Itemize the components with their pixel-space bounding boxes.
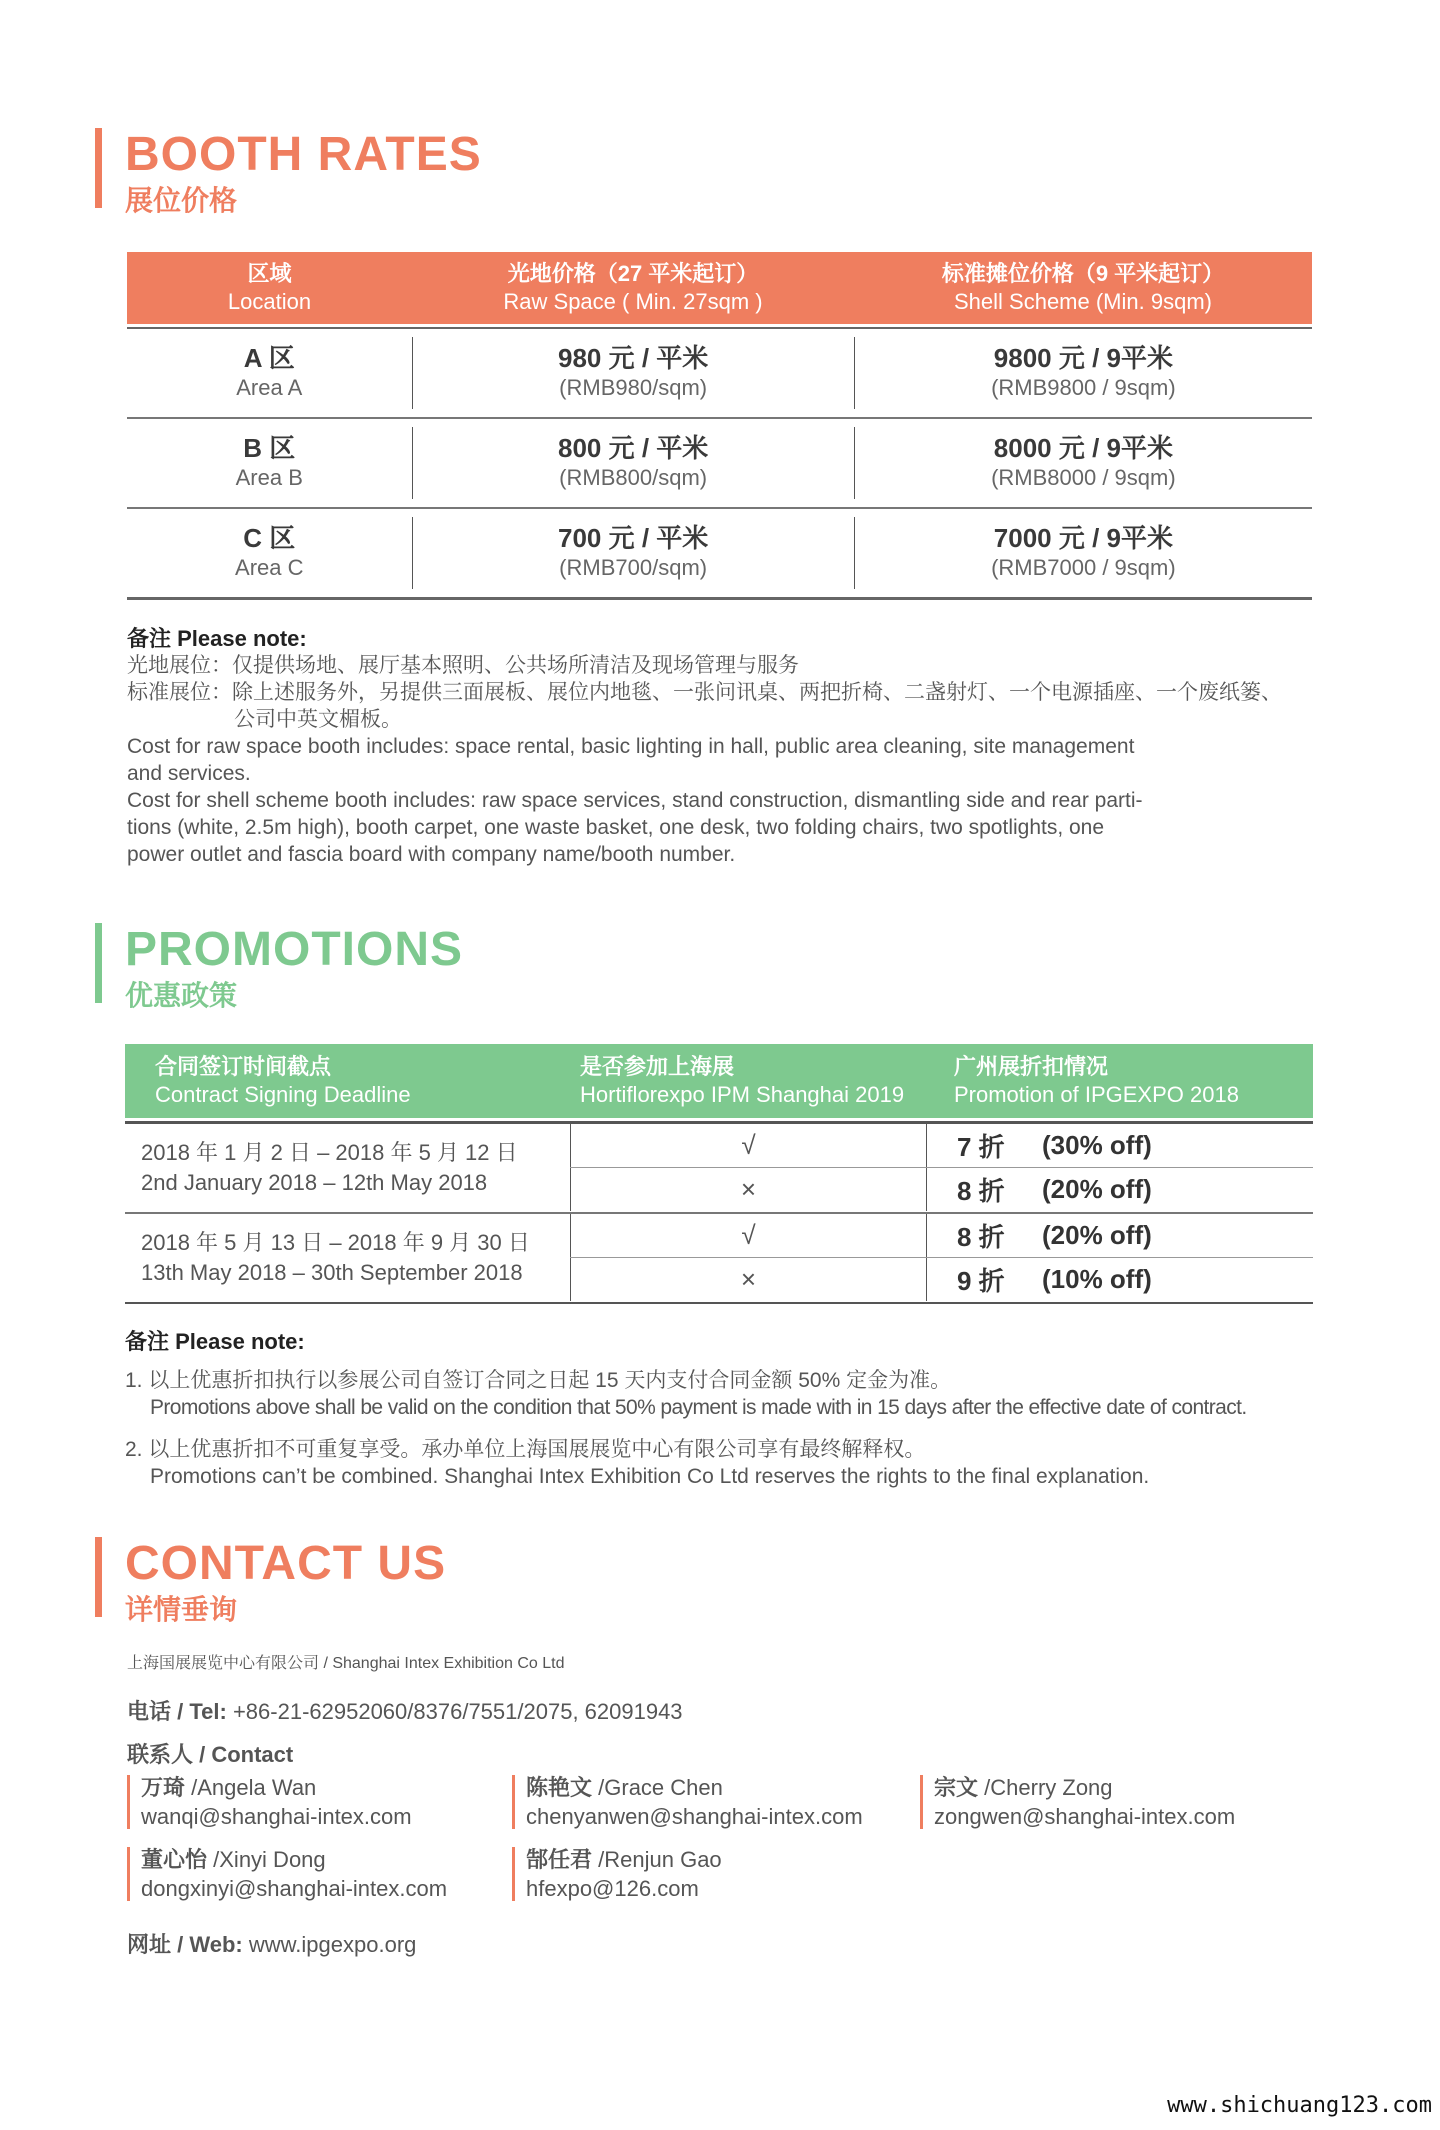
table-row: A 区 Area A 980 元 / 平米 (RMB980/sqm) 9800 元 / 9平米 (RMB9800 / 9sqm) — [127, 329, 1312, 419]
date-en: 2nd January 2018 – 12th May 2018 — [141, 1170, 488, 1195]
table-row: 2018 年 5 月 13 日 – 2018 年 9 月 30 日 13th May 2018 – 30th September 2018 √ 8 折 (20% off) × 9 折 (10% off) — [125, 1214, 1313, 1304]
promotions-section-heading — [95, 923, 463, 1013]
company-name: 上海国展展览中心有限公司 / Shanghai Intex Exhibition Co Ltd — [127, 1655, 565, 1672]
note-line: 公司中英文楣板。 — [234, 708, 402, 731]
cross-icon: × — [570, 1258, 926, 1301]
booth-section-heading — [95, 128, 482, 218]
header-shell-scheme: 标准摊位价格（9 平米起订） Shell Scheme (Min. 9sqm) — [941, 261, 1225, 314]
date-cn: 2018 年 1 月 2 日 – 2018 年 5 月 12 日 — [141, 1140, 518, 1165]
contact-label: 联系人 / Contact — [127, 1742, 294, 1767]
table-row: B 区 Area B 800 元 / 平米 (RMB800/sqm) 8000 元 / 9平米 (RMB8000 / 9sqm) — [127, 419, 1312, 509]
accent-bar — [127, 1847, 130, 1901]
note-line: 光地展位：仅提供场地、展厅基本照明、公共场所清洁及现场管理与服务 — [127, 654, 799, 677]
email-link[interactable]: zongwen@shanghai-intex.com — [934, 1804, 1236, 1829]
contact-person: 宗文 /Cherry Zong zongwen@shanghai-intex.com — [920, 1773, 1235, 1831]
note-line: Cost for shell scheme booth includes: raw space services, stand construction, dismantling side and rear parti- — [127, 789, 1143, 812]
header-raw-space: 光地价格（27 平米起订） Raw Space ( Min. 27sqm ) — [503, 261, 763, 314]
website-link[interactable]: www.ipgexpo.org — [248, 1932, 417, 1957]
watermark: www.shichuang123.com — [1167, 2093, 1432, 2118]
booth-table-header — [127, 252, 1312, 327]
check-icon: √ — [570, 1124, 926, 1167]
contact-title: CONTACT US — [125, 1537, 447, 1590]
telephone: 电话 / Tel: +86-21-62952060/8376/7551/2075, 62091943 — [127, 1699, 683, 1724]
website: 网址 / Web: www.ipgexpo.org — [127, 1932, 417, 1957]
booth-note — [127, 625, 1307, 868]
accent-bar — [920, 1775, 923, 1829]
note-title: 备注 Please note: — [127, 626, 307, 651]
email-link[interactable]: chenyanwen@shanghai-intex.com — [526, 1804, 863, 1829]
booth-rates-table — [127, 252, 1312, 600]
note-line: 2. 以上优惠折扣不可重复享受。承办单位上海国展展览中心有限公司享有最终解释权。 — [125, 1438, 926, 1461]
promotions-table-header — [125, 1044, 1313, 1118]
promotions-note — [125, 1328, 1325, 1490]
note-line: power outlet and fascia board with company name/booth number. — [127, 843, 736, 866]
note-line: Promotions above shall be valid on the condition that 50% payment is made with in 15 days after the effective date of contract. — [150, 1396, 1247, 1419]
promotions-table — [125, 1044, 1313, 1304]
date-cn: 2018 年 5 月 13 日 – 2018 年 9 月 30 日 — [141, 1230, 530, 1255]
header-discount: 广州展折扣情况 Promotion of IPGEXPO 2018 — [954, 1054, 1239, 1107]
contact-subtitle: 详情垂询 — [125, 1594, 238, 1625]
note-line: 标准展位：除上述服务外，另提供三面展板、展位内地毯、一张问讯桌、两把折椅、二盏射灯、一个电源插座、一个废纸篓、 — [127, 681, 1282, 704]
promotions-title: PROMOTIONS — [125, 923, 464, 976]
contact-person: 郜任君 /Renjun Gao hfexpo@126.com — [512, 1845, 722, 1903]
booth-subtitle: 展位价格 — [125, 185, 238, 216]
cross-icon: × — [570, 1168, 926, 1211]
accent-bar — [95, 128, 102, 208]
email-link[interactable]: hfexpo@126.com — [526, 1876, 699, 1901]
note-title: 备注 Please note: — [125, 1329, 305, 1354]
booth-title: BOOTH RATES — [125, 128, 482, 181]
accent-bar — [512, 1775, 515, 1829]
contact-section-heading — [95, 1537, 446, 1627]
header-location: 区域 Location — [227, 261, 312, 314]
note-line: Promotions can’t be combined. Shanghai Intex Exhibition Co Ltd reserves the rights to the final explanation. — [150, 1465, 1150, 1488]
note-line: and services. — [127, 762, 251, 785]
note-line: Cost for raw space booth includes: space rental, basic lighting in hall, public area cleaning, site management — [127, 735, 1135, 758]
header-deadline: 合同签订时间截点 Contract Signing Deadline — [155, 1054, 411, 1107]
accent-bar — [95, 923, 102, 1003]
table-row: C 区 Area C 700 元 / 平米 (RMB700/sqm) 7000 元 / 9平米 (RMB7000 / 9sqm) — [127, 509, 1312, 600]
accent-bar — [512, 1847, 515, 1901]
accent-bar — [95, 1537, 102, 1617]
contact-person: 董心怡 /Xinyi Dong dongxinyi@shanghai-intex.com — [127, 1845, 447, 1903]
header-shanghai: 是否参加上海展 Hortiflorexpo IPM Shanghai 2019 — [580, 1054, 905, 1107]
email-link[interactable]: dongxinyi@shanghai-intex.com — [141, 1876, 448, 1901]
table-row: 2018 年 1 月 2 日 – 2018 年 5 月 12 日 2nd January 2018 – 12th May 2018 √ 7 折 (30% off) × 8 折 (20% off) — [125, 1124, 1313, 1214]
email-link[interactable]: wanqi@shanghai-intex.com — [141, 1804, 412, 1829]
contact-person: 陈艳文 /Grace Chen chenyanwen@shanghai-intex.com — [512, 1773, 863, 1831]
promotions-subtitle: 优惠政策 — [125, 980, 238, 1011]
note-line: tions (white, 2.5m high), booth carpet, one waste basket, one desk, two folding chairs, two spotlights, one — [127, 816, 1105, 839]
date-en: 13th May 2018 – 30th September 2018 — [141, 1260, 523, 1285]
check-icon: √ — [570, 1214, 926, 1257]
accent-bar — [127, 1775, 130, 1829]
contact-person: 万琦 /Angela Wan wanqi@shanghai-intex.com — [127, 1773, 412, 1831]
note-line: 1. 以上优惠折扣执行以参展公司自签订合同之日起 15 天内支付合同金额 50% 定金为准。 — [125, 1369, 952, 1392]
